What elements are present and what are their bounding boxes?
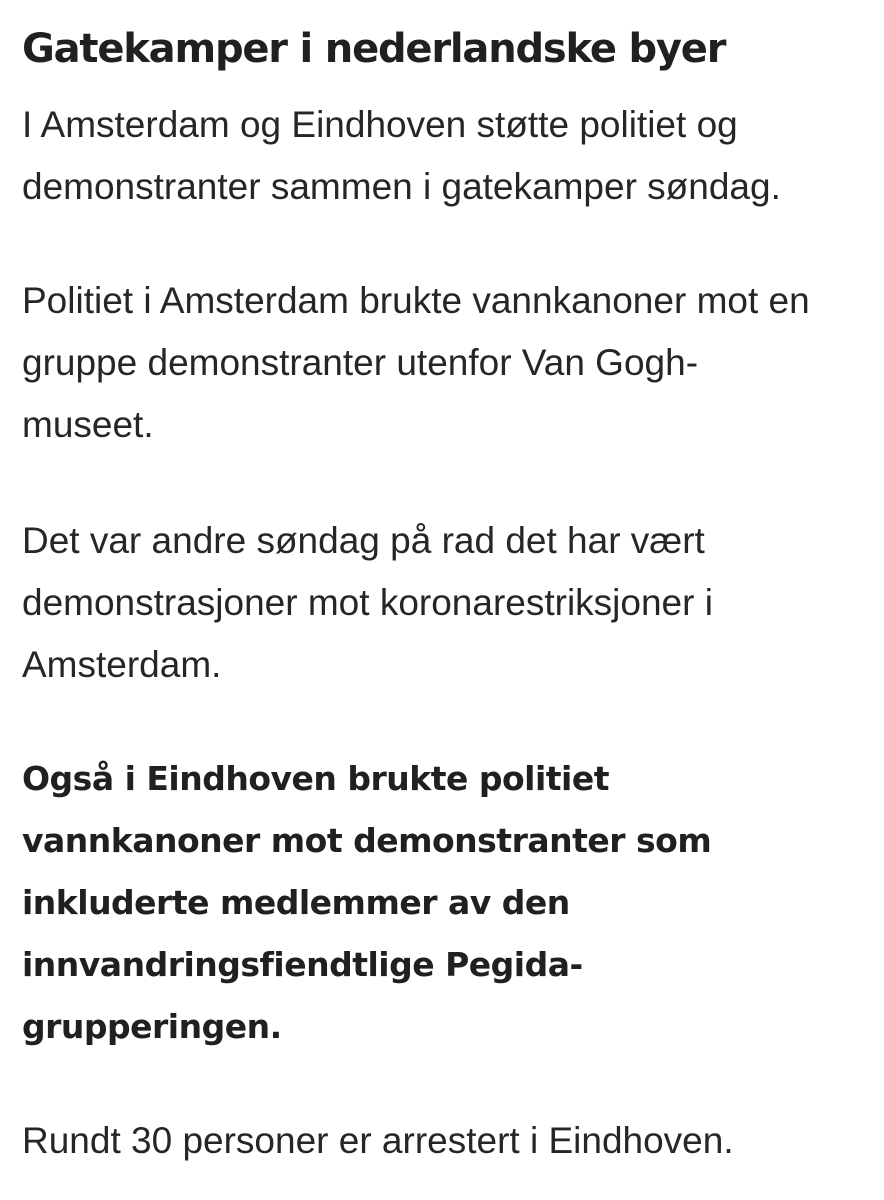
article-paragraph [22, 1110, 734, 1172]
paragraph-line: demonstrasjoner mot koronarestriksjoner i [22, 582, 713, 623]
paragraph-line: Det var andre søndag på rad det har vært [22, 520, 705, 561]
article-paragraph [22, 270, 810, 456]
paragraph-line: gruppe demonstranter utenfor Van Gogh- [22, 342, 699, 383]
paragraph-line: vannkanoner mot demonstranter som [22, 821, 712, 860]
article-paragraph [22, 510, 713, 696]
paragraph-line: inkluderte medlemmer av den [22, 883, 570, 922]
paragraph-line: Amsterdam. [22, 644, 222, 685]
paragraph-line: Politiet i Amsterdam brukte vannkanoner mot en [22, 280, 810, 321]
paragraph-line: innvandringsfiendtlige Pegida- [22, 945, 583, 984]
paragraph-line: Også i Eindhoven brukte politiet [22, 759, 610, 798]
paragraph-line: Rundt 30 personer er arrestert i Eindhoven. [22, 1120, 734, 1161]
article-paragraph [22, 94, 781, 218]
article-bold-paragraph [22, 748, 711, 1058]
paragraph-line: grupperingen. [22, 1007, 282, 1046]
paragraph-line: museet. [22, 404, 154, 445]
paragraph-line: demonstranter sammen i gatekamper søndag. [22, 166, 781, 207]
article-headline: Gatekamper i nederlandske byer [22, 26, 726, 72]
paragraph-line: I Amsterdam og Eindhoven støtte politiet og [22, 104, 738, 145]
